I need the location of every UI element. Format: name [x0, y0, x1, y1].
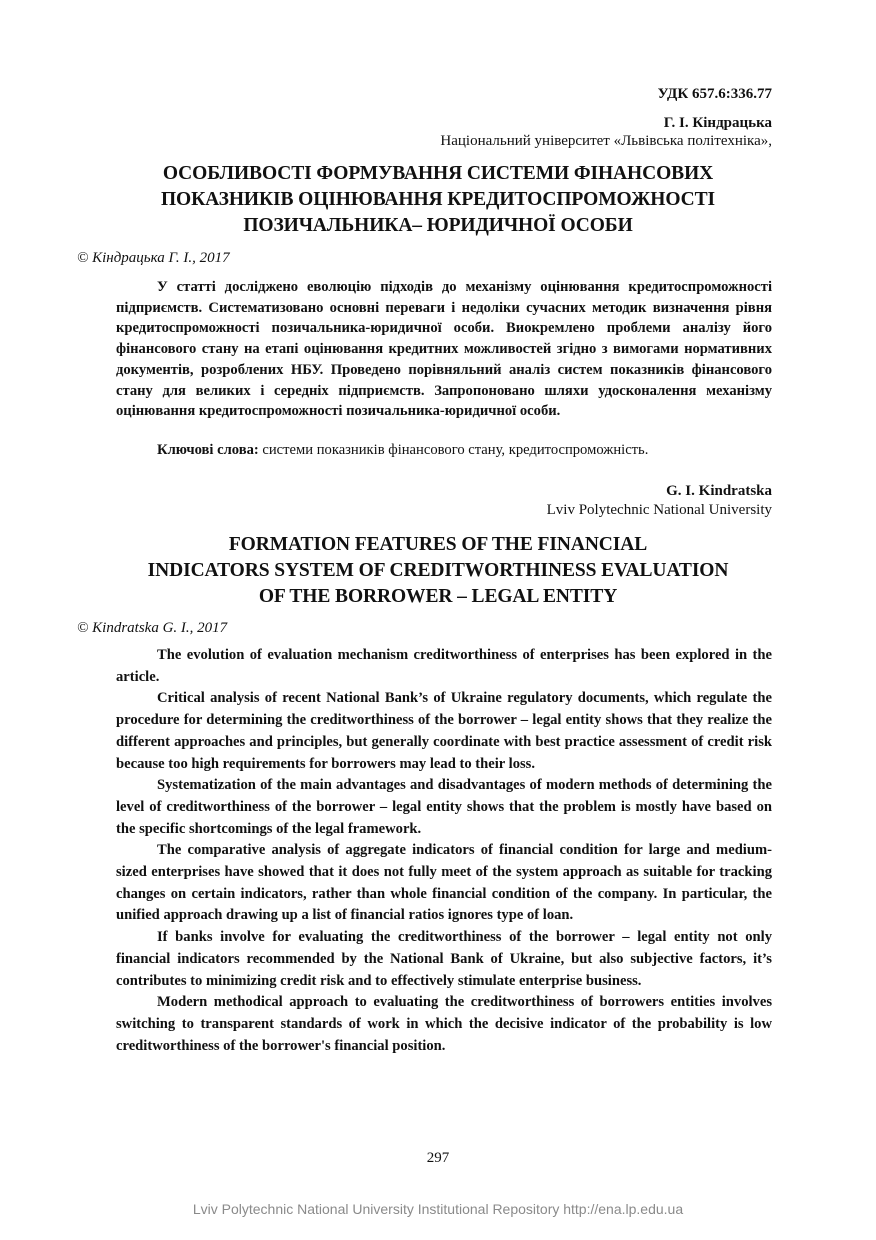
abstract-en-paragraph: Systematization of the main advantages and disadvantages of modern methods of determining the level of creditworthiness of the borrower – legal entity shows that the problem is mostly have based on the specific shortcomings of the legal framework.	[116, 777, 772, 837]
page-number: 297	[426, 1150, 450, 1166]
title-en-line: INDICATORS SYSTEM OF CREDITWORTHINESS EVALUATION	[147, 560, 729, 581]
abstract-en	[116, 645, 772, 1057]
affiliation-en: Lviv Polytechnic National University	[546, 502, 772, 518]
keywords-label: Ключові слова:	[157, 442, 259, 458]
title-ua-line: ПОЗИЧАЛЬНИКА– ЮРИДИЧНОЇ ОСОБИ	[243, 215, 633, 236]
abstract-en-paragraph: The comparative analysis of aggregate indicators of financial condition for large and medium-sized enterprises have showed that it does not fully meet of the system approach as suitable for tracking changes on certain indicators, rather than whole financial condition of the company. In particular, the unified approach drawing up a list of financial ratios ignores type of loan.	[116, 842, 772, 924]
copyright-ua: © Кіндрацька Г. І., 2017	[77, 250, 230, 266]
abstract-en-paragraph: Critical analysis of recent National Bank’s of Ukraine regulatory documents, which regulate the procedure for determining the creditworthiness of the borrower – legal entity shows that they realize the different approaches and principles, but generally coordinate with best practice assessment of credit risk because too high requirements for borrowers may lead to their loss.	[116, 690, 772, 772]
title-en-line: OF THE BORROWER – LEGAL ENTITY	[258, 586, 618, 607]
title-ua-line: ОСОБЛИВОСТІ ФОРМУВАННЯ СИСТЕМИ ФІНАНСОВИХ	[162, 163, 714, 184]
title-en	[60, 532, 816, 610]
affiliation-ua: Національний університет «Львівська політехніка»,	[440, 133, 772, 149]
repository-footer: Lviv Polytechnic National University Institutional Repository http://ena.lp.edu.ua	[192, 1201, 684, 1217]
udk-code: УДК 657.6:336.77	[657, 86, 772, 102]
title-en-line: FORMATION FEATURES OF THE FINANCIAL	[228, 534, 648, 555]
title-ua	[60, 161, 816, 239]
title-ua-line: ПОКАЗНИКІВ ОЦІНЮВАННЯ КРЕДИТОСПРОМОЖНОСТІ	[160, 189, 716, 210]
abstract-en-paragraph: If banks involve for evaluating the creditworthiness of the borrower – legal entity not only financial indicators recommended by the National Bank of Ukraine, but also subjective factors, it’s contributes to minimizing credit risk and to effectively stimulate enterprise business.	[116, 929, 772, 989]
abstract-en-paragraph: The evolution of evaluation mechanism creditworthiness of enterprises has been explored in the article.	[116, 647, 772, 685]
abstract-en-paragraph: Modern methodical approach to evaluating the creditworthiness of borrowers entities involves switching to transparent standards of work in which the decisive indicator of the probability is low creditworthiness of the borrower's financial position.	[116, 994, 772, 1054]
author-ua: Г. І. Кіндрацька	[663, 115, 772, 131]
keywords-ua	[157, 442, 648, 459]
copyright-en: © Kindratska G. I., 2017	[77, 620, 228, 636]
author-en: G. I. Kindratska	[666, 483, 772, 499]
abstract-ua	[116, 277, 772, 422]
abstract-ua-paragraph: У статті досліджено еволюцію підходів до механізму оцінювання кредитоспроможності підприємств. Систематизовано основні переваги і недоліки сучасних методик визначення рівня кредитоспроможності позичальника-юридичної особи. Виокремлено проблеми аналізу його фінансового стану на етапі оцінювання кредитних можливостей згідно з вимогами нормативних документів, розроблених НБУ. Проведено порівняльний аналіз систем показників фінансового стану для великих і середніх підприємств. Запропоновано шляхи удосконалення механізму оцінювання кредитоспроможності позичальника-юридичної особи.	[116, 279, 772, 420]
keywords-text: системи показників фінансового стану, кредитоспроможність.	[258, 442, 649, 458]
